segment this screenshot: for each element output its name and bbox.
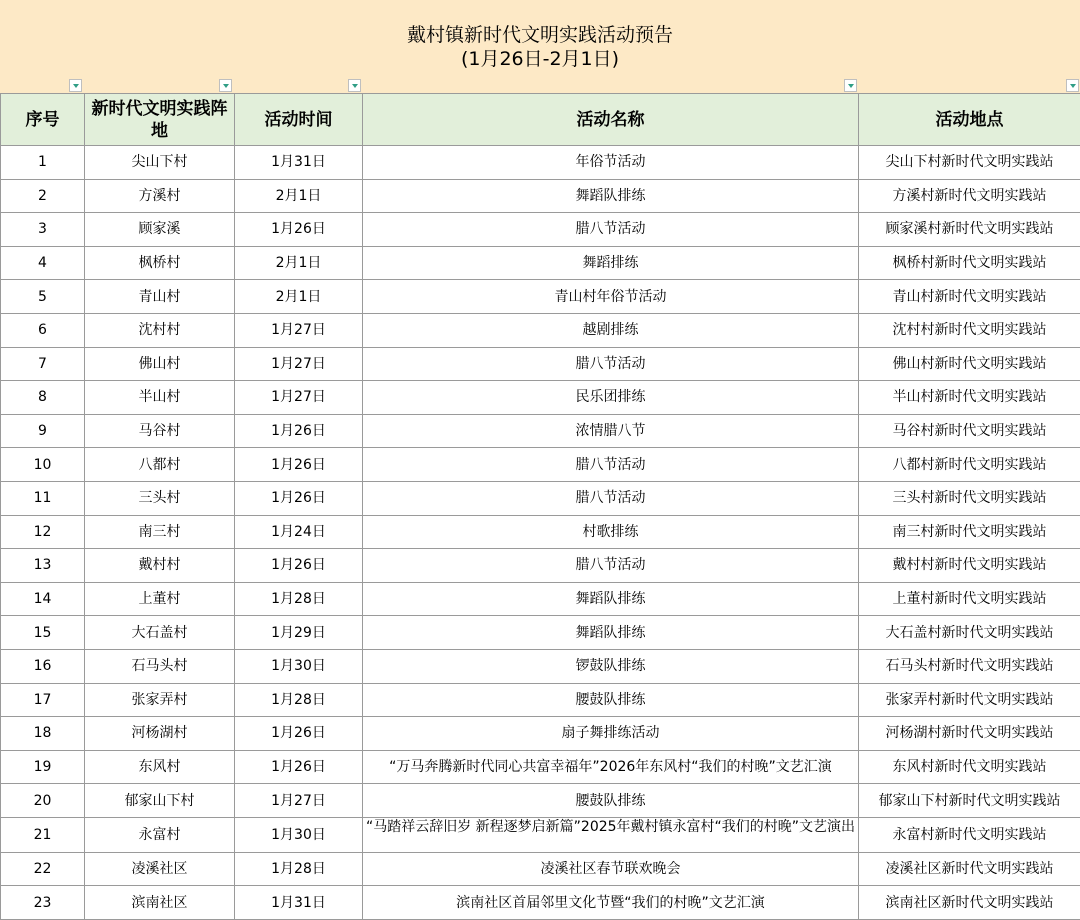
cell-time[interactable]: 1月26日	[235, 414, 363, 448]
cell-time[interactable]: 1月27日	[235, 784, 363, 818]
cell-activity[interactable]: 舞蹈队排练	[363, 179, 859, 213]
cell-site[interactable]: 郁家山下村	[85, 784, 235, 818]
cell-site[interactable]: 滨南社区	[85, 886, 235, 920]
cell-site[interactable]: 永富村	[85, 817, 235, 852]
cell-location[interactable]: 马谷村新时代文明实践站	[859, 414, 1080, 448]
cell-time[interactable]: 1月28日	[235, 852, 363, 886]
cell-text: “马踏祥云辞旧岁 新程逐梦启新篇”2025年戴村镇永富村“我们的村晚”文艺演出	[365, 818, 856, 852]
cell-time[interactable]: 1月26日	[235, 213, 363, 247]
cell-index[interactable]: 21	[1, 817, 85, 852]
activity-table	[0, 93, 1080, 920]
cell-location[interactable]: 大石盖村新时代文明实践站	[859, 616, 1080, 650]
cell-index[interactable]: 7	[1, 347, 85, 381]
cell-index[interactable]: 1	[1, 146, 85, 180]
cell-time[interactable]: 1月29日	[235, 616, 363, 650]
cell-site[interactable]: 佛山村	[85, 347, 235, 381]
cell-activity[interactable]: 凌溪社区春节联欢晚会	[363, 852, 859, 886]
table-row	[1, 683, 1080, 717]
table-row	[1, 347, 1080, 381]
cell-time[interactable]: 1月28日	[235, 582, 363, 616]
cell-site[interactable]: 南三村	[85, 515, 235, 549]
cell-activity[interactable]: 扇子舞排练活动	[363, 717, 859, 751]
table-row	[1, 381, 1080, 415]
cell-site[interactable]: 马谷村	[85, 414, 235, 448]
cell-location[interactable]: 半山村新时代文明实践站	[859, 381, 1080, 415]
cell-time[interactable]: 2月1日	[235, 280, 363, 314]
table-row	[1, 717, 1080, 751]
table-row	[1, 246, 1080, 280]
cell-time[interactable]: 1月27日	[235, 347, 363, 381]
column-header-activity[interactable]: 活动名称	[363, 94, 859, 146]
cell-site[interactable]: 沈村村	[85, 313, 235, 347]
cell-index[interactable]: 22	[1, 852, 85, 886]
cell-index[interactable]: 15	[1, 616, 85, 650]
cell-time[interactable]: 2月1日	[235, 179, 363, 213]
filter-dropdown-icon[interactable]	[69, 79, 82, 92]
cell-time[interactable]: 1月30日	[235, 817, 363, 852]
cell-time[interactable]: 1月30日	[235, 649, 363, 683]
cell-activity[interactable]: 腰鼓队排练	[363, 784, 859, 818]
column-header-time[interactable]: 活动时间	[235, 94, 363, 146]
header-row	[1, 94, 1080, 146]
table-row	[1, 280, 1080, 314]
cell-site[interactable]: 顾家溪	[85, 213, 235, 247]
cell-location[interactable]: 青山村新时代文明实践站	[859, 280, 1080, 314]
cell-activity[interactable]: 青山村年俗节活动	[363, 280, 859, 314]
cell-activity[interactable]: 滨南社区首届邻里文化节暨“我们的村晚”文艺汇演	[363, 886, 859, 920]
cell-time[interactable]: 1月26日	[235, 481, 363, 515]
cell-index[interactable]: 11	[1, 481, 85, 515]
cell-activity[interactable]: 锣鼓队排练	[363, 649, 859, 683]
cell-index[interactable]: 20	[1, 784, 85, 818]
table-row	[1, 146, 1080, 180]
table-row	[1, 549, 1080, 583]
cell-index[interactable]: 6	[1, 313, 85, 347]
cell-activity[interactable]: 腰鼓队排练	[363, 683, 859, 717]
cell-index[interactable]: 13	[1, 549, 85, 583]
column-header-site[interactable]: 新时代文明实践阵地	[85, 94, 235, 146]
cell-index[interactable]: 19	[1, 750, 85, 784]
cell-location[interactable]: 滨南社区新时代文明实践站	[859, 886, 1080, 920]
cell-site[interactable]: 方溪村	[85, 179, 235, 213]
cell-location[interactable]: 石马头村新时代文明实践站	[859, 649, 1080, 683]
cell-site[interactable]: 尖山下村	[85, 146, 235, 180]
table-row	[1, 784, 1080, 818]
cell-location[interactable]: 南三村新时代文明实践站	[859, 515, 1080, 549]
cell-site[interactable]: 东风村	[85, 750, 235, 784]
sheet-title: 戴村镇新时代文明实践活动预告	[0, 22, 1080, 48]
cell-index[interactable]: 9	[1, 414, 85, 448]
table-row	[1, 616, 1080, 650]
cell-site[interactable]: 枫桥村	[85, 246, 235, 280]
filter-dropdown-icon[interactable]	[844, 79, 857, 92]
cell-time[interactable]: 1月24日	[235, 515, 363, 549]
cell-site[interactable]: 大石盖村	[85, 616, 235, 650]
cell-site[interactable]: 半山村	[85, 381, 235, 415]
cell-location[interactable]: 枫桥村新时代文明实践站	[859, 246, 1080, 280]
cell-activity[interactable]: 舞蹈排练	[363, 246, 859, 280]
sheet-subtitle: (1月26日-2月1日)	[0, 46, 1080, 72]
table-row	[1, 313, 1080, 347]
table-row	[1, 852, 1080, 886]
cell-time[interactable]: 1月31日	[235, 146, 363, 180]
cell-site[interactable]: 上董村	[85, 582, 235, 616]
filter-dropdown-icon[interactable]	[1066, 79, 1079, 92]
cell-index[interactable]: 10	[1, 448, 85, 482]
cell-location[interactable]: 上董村新时代文明实践站	[859, 582, 1080, 616]
cell-location[interactable]: 尖山下村新时代文明实践站	[859, 146, 1080, 180]
cell-index[interactable]: 2	[1, 179, 85, 213]
table-row	[1, 414, 1080, 448]
cell-index[interactable]: 17	[1, 683, 85, 717]
cell-time[interactable]: 1月26日	[235, 549, 363, 583]
cell-site[interactable]: 戴村村	[85, 549, 235, 583]
table-row	[1, 817, 1080, 852]
column-header-index[interactable]: 序号	[1, 94, 85, 146]
cell-location[interactable]: 永富村新时代文明实践站	[859, 817, 1080, 852]
cell-time[interactable]: 2月1日	[235, 246, 363, 280]
cell-time[interactable]: 1月31日	[235, 886, 363, 920]
cell-activity[interactable]	[363, 817, 859, 852]
cell-activity[interactable]: 腊八节活动	[363, 347, 859, 381]
table-row	[1, 515, 1080, 549]
cell-index[interactable]: 8	[1, 381, 85, 415]
cell-site[interactable]: 张家弄村	[85, 683, 235, 717]
cell-location[interactable]: 河杨湖村新时代文明实践站	[859, 717, 1080, 751]
table-row	[1, 179, 1080, 213]
cell-activity[interactable]: 腊八节活动	[363, 213, 859, 247]
cell-location[interactable]: 张家弄村新时代文明实践站	[859, 683, 1080, 717]
cell-activity[interactable]: 村歌排练	[363, 515, 859, 549]
cell-location[interactable]: 顾家溪村新时代文明实践站	[859, 213, 1080, 247]
cell-activity[interactable]: 舞蹈队排练	[363, 582, 859, 616]
cell-index[interactable]: 14	[1, 582, 85, 616]
cell-site[interactable]: 青山村	[85, 280, 235, 314]
cell-activity[interactable]: 舞蹈队排练	[363, 616, 859, 650]
table-row	[1, 886, 1080, 920]
cell-activity[interactable]: 腊八节活动	[363, 549, 859, 583]
cell-time[interactable]: 1月28日	[235, 683, 363, 717]
cell-site[interactable]: 三头村	[85, 481, 235, 515]
table-row	[1, 582, 1080, 616]
filter-dropdown-icon[interactable]	[348, 79, 361, 92]
cell-location[interactable]: 佛山村新时代文明实践站	[859, 347, 1080, 381]
cell-site[interactable]: 河杨湖村	[85, 717, 235, 751]
cell-activity[interactable]: “万马奔腾新时代同心共富幸福年”2026年东风村“我们的村晚”文艺汇演	[363, 750, 859, 784]
cell-index[interactable]: 4	[1, 246, 85, 280]
cell-index[interactable]: 18	[1, 717, 85, 751]
cell-index[interactable]: 16	[1, 649, 85, 683]
cell-location[interactable]: 凌溪社区新时代文明实践站	[859, 852, 1080, 886]
column-header-location[interactable]: 活动地点	[859, 94, 1080, 146]
cell-index[interactable]: 5	[1, 280, 85, 314]
cell-index[interactable]: 3	[1, 213, 85, 247]
table-row	[1, 448, 1080, 482]
cell-location[interactable]: 戴村村新时代文明实践站	[859, 549, 1080, 583]
cell-index[interactable]: 23	[1, 886, 85, 920]
cell-site[interactable]: 石马头村	[85, 649, 235, 683]
cell-time[interactable]: 1月26日	[235, 750, 363, 784]
cell-activity[interactable]: 腊八节活动	[363, 448, 859, 482]
cell-activity[interactable]: 越剧排练	[363, 313, 859, 347]
cell-site[interactable]: 凌溪社区	[85, 852, 235, 886]
table-row	[1, 649, 1080, 683]
cell-time[interactable]: 1月27日	[235, 381, 363, 415]
cell-location[interactable]: 方溪村新时代文明实践站	[859, 179, 1080, 213]
cell-activity[interactable]: 年俗节活动	[363, 146, 859, 180]
cell-location[interactable]: 郁家山下村新时代文明实践站	[859, 784, 1080, 818]
table-row	[1, 750, 1080, 784]
table-row	[1, 213, 1080, 247]
cell-activity[interactable]: 民乐团排练	[363, 381, 859, 415]
title-band	[0, 0, 1080, 93]
cell-activity[interactable]: 浓情腊八节	[363, 414, 859, 448]
cell-activity[interactable]: 腊八节活动	[363, 481, 859, 515]
cell-location[interactable]: 八都村新时代文明实践站	[859, 448, 1080, 482]
cell-time[interactable]: 1月26日	[235, 448, 363, 482]
cell-location[interactable]: 东风村新时代文明实践站	[859, 750, 1080, 784]
cell-location[interactable]: 沈村村新时代文明实践站	[859, 313, 1080, 347]
table-row	[1, 481, 1080, 515]
cell-time[interactable]: 1月27日	[235, 313, 363, 347]
cell-site[interactable]: 八都村	[85, 448, 235, 482]
filter-dropdown-icon[interactable]	[219, 79, 232, 92]
cell-time[interactable]: 1月26日	[235, 717, 363, 751]
cell-index[interactable]: 12	[1, 515, 85, 549]
cell-location[interactable]: 三头村新时代文明实践站	[859, 481, 1080, 515]
